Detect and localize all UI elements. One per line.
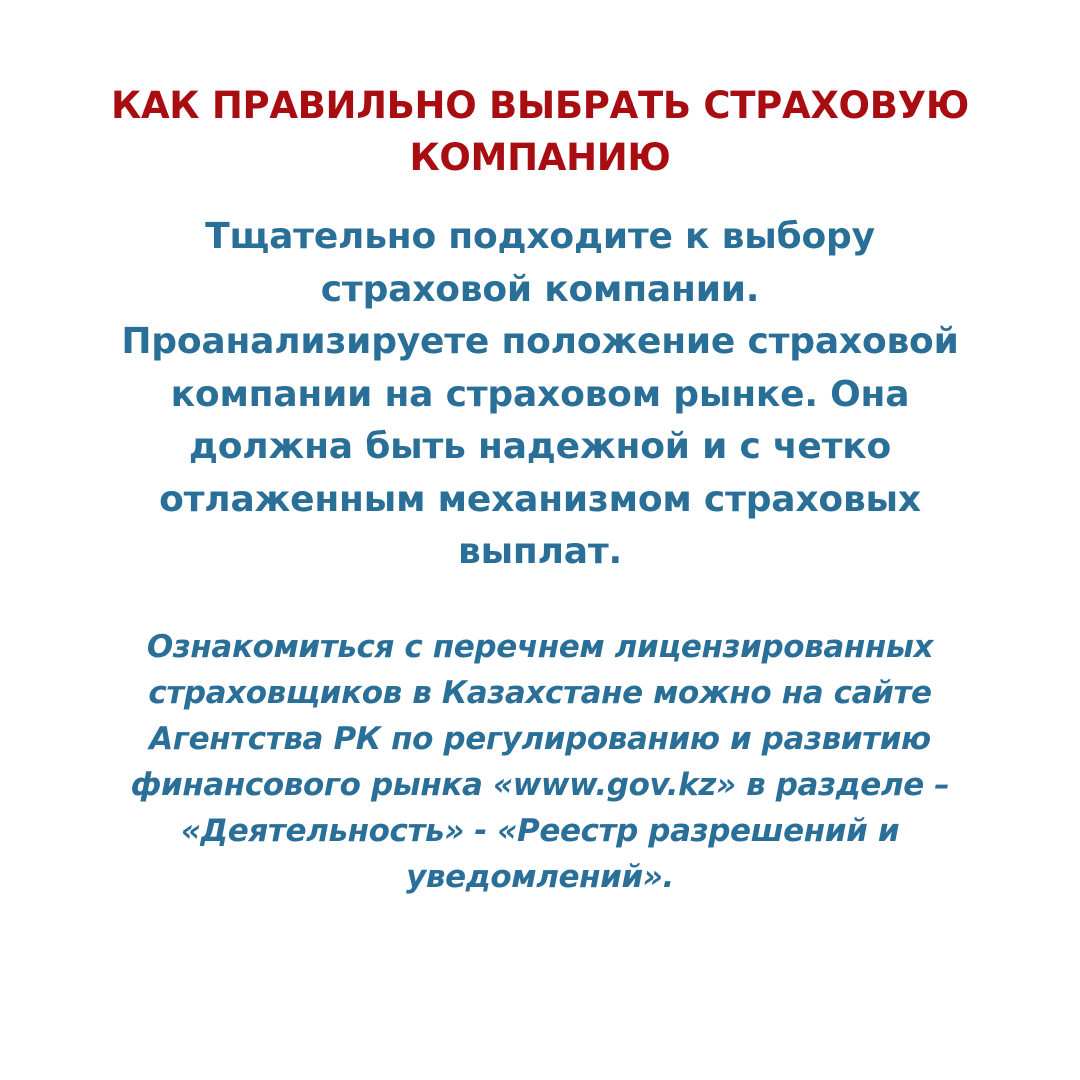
body-line-1: Тщательно подходите к выбору <box>205 216 875 257</box>
body-line-7: выплат. <box>457 531 622 572</box>
note-line-5: «Деятельность» - «Реестр разрешений и <box>180 813 900 849</box>
title-line-2: КОМПАНИЮ <box>409 136 671 179</box>
body-line-2: страховой компании. <box>320 268 760 310</box>
body-line-6: отлаженным механизмом страховых <box>159 478 921 520</box>
note-line-3: Агентства РК по регулированию и развитию <box>149 721 931 757</box>
registry-info-note <box>50 624 1030 900</box>
main-advice-paragraph <box>50 211 1030 579</box>
body-line-4: компании на страховом рынке. Она <box>170 373 910 415</box>
body-line-5: должна быть надежной и с четко <box>188 426 892 467</box>
note-line-2: страховщиков в Казахстане можно на сайте <box>148 675 932 711</box>
note-line-1: Ознакомиться с перечнем лицензированных <box>146 629 934 665</box>
page-title <box>60 80 1020 184</box>
body-line-3: Проанализируете положение страховой <box>121 321 959 362</box>
note-line-4: финансового рынка «www.gov.kz» в разделе – <box>130 767 950 803</box>
title-line-1: КАК ПРАВИЛЬНО ВЫБРАТЬ СТРАХОВУЮ <box>111 84 969 127</box>
note-line-6: уведомлений». <box>406 859 674 895</box>
